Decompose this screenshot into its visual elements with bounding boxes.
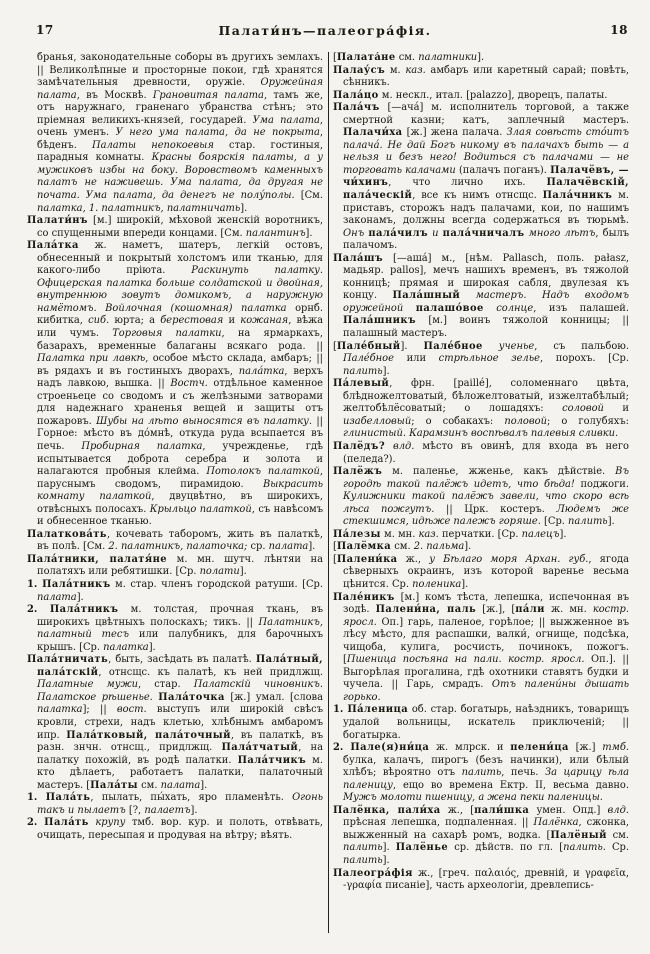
text-run: м. xyxy=(385,64,406,76)
text-run: , тамъ же, отъ наружнаго, граненаго убранства стѣнъ; это пріемная великихъ-князей, государей. xyxy=(37,89,323,126)
text-run: Огонь такъ и пылаетъ xyxy=(37,792,323,816)
text-run: , печь. xyxy=(501,767,545,779)
text-run: [См. xyxy=(294,190,323,202)
dictionary-entry xyxy=(333,102,629,253)
text-run: у Бѣлаго моря Архан. губ. xyxy=(429,553,589,565)
text-run: ]. xyxy=(382,365,390,377)
headword-text: Палёжъ xyxy=(333,466,383,478)
text-run: ]. xyxy=(607,516,615,528)
text-run: м. мн. xyxy=(380,528,419,540)
text-run: каз. xyxy=(405,64,426,76)
text-run: ж. мн. xyxy=(544,604,593,616)
text-run: прѣсная лепешка, подпаленная. || xyxy=(343,817,534,829)
text-run xyxy=(484,303,497,314)
text-run: ж. наметъ, шатеръ, легкій остовъ, обнесенный и покрытый холстомъ или тканью, для какого-либо пріюта. xyxy=(37,240,323,277)
text-run: Палатка при лавкѣ xyxy=(37,353,146,365)
headword-text: Пала́тка xyxy=(27,240,79,252)
text-run: Ума палата xyxy=(252,114,320,126)
left-column xyxy=(27,52,323,942)
text-run: ]. xyxy=(461,578,469,590)
running-title: Палати́нъ—палеогра́фія. xyxy=(218,23,432,38)
text-run: , особое мѣсто склада, амбаръ; || въ рядахъ и въ гостиныхъ дворахъ, xyxy=(37,353,323,377)
text-run: влд. xyxy=(392,440,415,452)
headword-text: Пале́никъ xyxy=(333,591,395,603)
dictionary-entry xyxy=(333,441,629,466)
text-run: ]. xyxy=(464,541,472,553)
dictionary-entry xyxy=(333,529,629,542)
headword-text: Пала́шный xyxy=(392,290,461,302)
headword-text: Пале́бное xyxy=(423,340,483,352)
dictionary-entry xyxy=(27,792,323,817)
headword-text: пала́чилъ xyxy=(368,227,429,239)
dictionary-entry xyxy=(27,52,323,215)
text-run: ]. xyxy=(239,566,247,578)
dictionary-entry xyxy=(333,378,629,441)
text-run: м. кто дѣлаетъ, работаетъ палатки, палаточный мастеръ. [ xyxy=(37,754,323,791)
headword-text: Палёнье xyxy=(395,842,449,854)
text-run: Оп.] гарь, паленое, горѣлое; || выжженное въ лѣсу мѣсто, для распашки, валки́, огнище, подсѣка, чищоба, кулига, росчисть, починокъ, пожогъ. [ xyxy=(343,616,629,666)
dictionary-entry xyxy=(333,592,629,705)
text-run: много лѣтъ xyxy=(524,227,596,239)
text-run: тмб. xyxy=(602,742,629,754)
dictionary-entry xyxy=(333,742,629,805)
dictionary-entry xyxy=(333,704,629,742)
text-run: ]; || xyxy=(82,704,117,716)
text-run: Палатникъ, палатный тесъ xyxy=(37,616,323,641)
headword-text: Палени́на, паль xyxy=(375,604,477,616)
text-run: выступъ или широкій свѣсъ кровли, стрехи, надъ клетью, хлѣбнымъ амбаромъ ипр. xyxy=(37,704,323,741)
headword-text: Пала́тный, пала́тскій xyxy=(37,654,323,678)
right-column xyxy=(333,52,629,942)
text-run: ]. xyxy=(382,842,396,854)
text-run: орнб. кибитка, xyxy=(37,302,323,327)
headword-text: Палати́нъ xyxy=(27,215,88,227)
headword-text: Пала́тчикъ xyxy=(237,754,307,766)
text-run: || Горное: мѣсто въ до́мнѣ, откуда руда всыпается въ печь. xyxy=(37,415,323,452)
text-run: [ xyxy=(333,553,337,565)
text-run: Красны боярскія палаты, а у мужиковъ избы на боку. Воровствомъ каменныхъ палатъ не наживешь. Ума палата, да другая не почата. Ума палата, да денегъ не полу́полы. xyxy=(37,152,323,202)
text-run: Оружейная палата xyxy=(37,77,323,101)
text-run: амбаръ или каретный сарай; повѣть, сѣнникъ. xyxy=(343,64,629,89)
text-run: [м.] широкій, мѣховой женскій воротникъ, со спущенными впереди концами. [См. xyxy=(37,215,323,239)
text-run xyxy=(403,303,416,314)
text-run: ]. xyxy=(148,641,156,653)
text-run: , учрежденье, гдѣ испытывается доброта серебра и золота и налагаются пробныя клейма. xyxy=(37,440,323,478)
text-run: ]. xyxy=(305,227,313,239)
text-run: кожаная xyxy=(240,315,289,327)
headword-text: Пала́ты xyxy=(90,779,138,791)
text-run: [ xyxy=(333,541,337,553)
text-run: ]. xyxy=(382,855,390,866)
headword-text: Пала́чъ xyxy=(333,102,380,114)
dictionary-entry xyxy=(333,554,629,592)
text-run: ]. xyxy=(240,202,248,214)
text-run: , ягода сѣверныхъ окраинъ, изъ которой варенье весьма цѣнится. Ср. xyxy=(343,553,629,590)
text-run: Крыльцо палаткой xyxy=(149,503,252,515)
text-run: палата xyxy=(160,779,201,791)
text-run: половой xyxy=(504,415,547,427)
headword-text: па́ли xyxy=(515,604,545,616)
text-run: [ж.] жена палача. xyxy=(402,127,507,139)
headword-text: Пала́тникъ xyxy=(49,604,119,616)
text-run: булка, калачъ, пирогъ (безъ начинки), или бѣлый хлѣбъ; вѣроятно отъ xyxy=(343,754,629,779)
text-run: умен. Опд.] xyxy=(529,804,608,816)
text-run: , въ палаткѣ, въ разн. знчн. отнсщ., придлжщ. xyxy=(37,729,323,754)
text-run: [Ср. xyxy=(540,516,569,528)
page-header xyxy=(0,23,650,39)
text-run: [—аша́] м., [нѣм. Pallasch, поль. pałasz, мадьяр. pallos], мечъ нашихъ временъ, въ тяжолой конницѣ; прямая и широкая сабля, двулезая къ концу. xyxy=(343,252,629,302)
text-run: , все къ нимъ отнсщс. xyxy=(412,190,543,202)
text-run: Злая совѣсть сто́итъ палача́. Не дай Богъ никому въ палачахъ быть — а нельзя и безъ него! Водиться съ палачами — не торговать калачами xyxy=(343,127,629,176)
dictionary-entry xyxy=(333,253,629,341)
text-run: , съ навѣсомъ и обнесенное тканью. xyxy=(37,503,323,528)
headword-text: Пала́шникъ xyxy=(343,315,417,327)
text-run: мѣсто въ овинѣ, для входа въ него (пеледа?). xyxy=(343,440,629,465)
text-run: [ж.] xyxy=(568,742,603,754)
dictionary-entry xyxy=(333,466,629,529)
text-run: , паруснымъ сводомъ, пирамидою. xyxy=(37,466,323,490)
text-run: полати xyxy=(199,566,240,578)
headword-text: Палачёвскій, пала́ческій xyxy=(343,177,629,202)
text-run: стрѣльное зелье xyxy=(438,353,540,365)
text-run: см. xyxy=(606,829,629,841)
text-run: 2. xyxy=(27,817,45,829)
text-run: , фрн. [paillé], соломеннаго цвѣта, блѣдножелтоватый, бѣложелтоватый, изжелтабѣлый; желтобѣлёсоватый; о лошадяхъ: xyxy=(343,378,629,415)
headword-text: Палеогра́фія xyxy=(333,867,413,879)
text-run: , ещо во времена Ектр. II, весьма давно. xyxy=(392,779,629,791)
headword-text: Пала́точка xyxy=(158,691,225,703)
headword-text: Пала́тчатый xyxy=(221,742,299,754)
dictionary-entry xyxy=(333,65,629,90)
text-run: 2. xyxy=(333,742,351,754)
text-run: Мужъ молоти пшеницу, а жена пеки паленицы. xyxy=(343,792,603,804)
dictionary-entry xyxy=(27,817,323,842)
text-run: ]. xyxy=(200,779,208,791)
headword-text: пелени́ца xyxy=(510,742,569,754)
text-run: Шубы на лѣто выносятся въ палатку. xyxy=(96,415,313,427)
text-run: , отнсщс. къ палатѣ, къ ней придлжщ. xyxy=(98,666,323,678)
headword-text: пала́чничалъ xyxy=(442,227,525,239)
text-run: палить xyxy=(343,855,383,866)
headword-text: Пала́цо xyxy=(333,89,379,101)
text-run: и xyxy=(603,403,629,415)
text-run: 1. xyxy=(27,578,43,590)
text-run: ж. млрск. и xyxy=(429,742,511,754)
text-run: (палачъ поганъ). xyxy=(455,164,551,176)
text-run: влд. xyxy=(607,804,629,816)
text-run: солнце xyxy=(496,302,534,314)
text-block xyxy=(27,52,629,942)
text-run: , верхъ надъ лавкою, вышка. || xyxy=(37,365,323,390)
text-run: мастеръ. Надъ входомъ оружейной xyxy=(343,290,629,314)
text-run: Пшеница посѣяна на пали. костр. яросл. xyxy=(346,654,585,666)
headword-text: Па́лезы xyxy=(333,528,381,540)
dictionary-entry xyxy=(333,52,629,65)
text-run: , изъ палашей. xyxy=(533,302,629,314)
headword-text: Палау́съ xyxy=(333,64,386,76)
text-run: палить xyxy=(343,842,383,854)
text-run: , очень уменъ. xyxy=(37,114,323,139)
dictionary-entry xyxy=(27,604,323,654)
text-run: [ xyxy=(333,340,337,352)
text-run: [?, xyxy=(125,804,145,816)
dictionary-entry xyxy=(333,868,629,893)
text-run: , порохъ. [Ср. xyxy=(539,353,629,365)
text-run: тмб. вор. кур. и полоть, отвѣвать, очищать, пересыпая и продувая на вѣтру; вѣять. xyxy=(37,817,323,841)
text-run: ]. xyxy=(559,528,567,540)
dictionary-entry xyxy=(27,654,323,792)
text-run: 1. xyxy=(27,792,46,804)
text-run: Выкрасить комнату палаткой xyxy=(37,478,323,503)
text-run xyxy=(385,441,393,452)
text-run: ; о голубяхъ: xyxy=(546,415,629,427)
column-divider-rule xyxy=(328,52,329,933)
text-run: соловой xyxy=(562,403,604,415)
text-run: [—ача́] м. исполнитель торговой, а также смертной казни; катъ, заплечный мастеръ. xyxy=(343,102,629,126)
text-run: бранья, законодательные соборы въ другихъ землахъ. || Великолѣпные и просторные покои, гдѣ хранятся замѣчательныя древности, оружіе. xyxy=(37,52,323,89)
text-run: костр. яросл. xyxy=(343,604,629,628)
headword-text: Палачёвъ, —чи́хинъ xyxy=(343,164,629,189)
text-run: палить xyxy=(563,842,603,854)
text-run: 2. пальма xyxy=(413,541,465,553)
text-run: каз. xyxy=(418,528,439,540)
headword-text: Пале́бный xyxy=(336,340,401,352)
text-run: палатники xyxy=(418,52,478,63)
text-run: ученье xyxy=(498,340,535,352)
text-run: , что лично ихъ. xyxy=(388,177,547,189)
text-run: , кочевать таборомъ, жить въ палаткѣ, въ полѣ. [См. xyxy=(37,528,323,553)
text-run: палатка xyxy=(37,704,83,716)
headword-text: Палени́ка xyxy=(336,553,398,565)
dictionary-entry xyxy=(333,541,629,554)
text-run: палатка, 1. палатникъ, палатничать xyxy=(37,202,241,214)
page-number-left: 17 xyxy=(36,23,54,37)
text-run: см. xyxy=(391,541,414,553)
text-run: перчатки. [Ср. xyxy=(438,528,522,540)
page-number-right: 18 xyxy=(610,23,628,37)
text-run: ж., xyxy=(397,553,430,565)
headword-text: Пала́ть xyxy=(45,792,91,804)
text-run: отдѣльное каменное строеньеце со сводомъ и съ желѣзными затворами для надежнаго храненья вещей и защиты отъ пожаровъ. xyxy=(37,378,323,427)
text-run: , стар. xyxy=(138,679,194,691)
text-run: ]. xyxy=(308,541,316,553)
text-run: палатка xyxy=(103,641,149,653)
text-run: Грановитая палата xyxy=(152,89,264,101)
text-run: берестовая xyxy=(160,315,224,327)
text-run: Отъ палени́ны дышать горько. xyxy=(343,679,629,703)
text-run: Въ городѣ такой палёжъ идетъ, что бѣда! xyxy=(343,466,629,490)
headword-text: Па́левый xyxy=(333,378,390,390)
text-run: [м.] воинъ тяжолой конницы; || палашный мастеръ. xyxy=(343,315,629,340)
text-run: ; о собакахъ: xyxy=(411,415,505,427)
text-run: палецъ xyxy=(521,528,560,540)
text-run: 1. xyxy=(333,704,348,716)
text-run: Карамзинъ воспѣвалъ палевыя сливки. xyxy=(409,428,619,440)
text-run: палить xyxy=(343,365,383,377)
text-run: ср. дѣйств. по гл. [ xyxy=(448,842,564,854)
headword-text: Па́леница xyxy=(347,704,409,716)
headword-text: Пале(я)ни́ца xyxy=(350,742,430,754)
dictionary-entry xyxy=(333,805,629,868)
text-run: , на палатку похожій, въ родѣ палатки. xyxy=(37,742,323,766)
text-run: палата xyxy=(268,541,309,553)
text-run: ]. xyxy=(76,591,84,603)
text-run: или палубникъ, для барочныхъ крышъ. [Ср. xyxy=(37,629,323,653)
text-run: поджоги. xyxy=(574,478,629,490)
text-run: и xyxy=(428,227,443,239)
text-run: или xyxy=(393,353,439,365)
text-run: ]. xyxy=(190,804,198,816)
headword-text: Палаткова́ть xyxy=(27,528,107,540)
text-run: палата xyxy=(37,591,77,603)
text-run: юрта; а xyxy=(109,315,161,327)
text-run: м. мн. шутч. лѣнтяи на полатяхъ или ребятишки. [Ср. xyxy=(37,553,323,578)
text-run: , двуцвѣтно, въ широкихъ, отвѣсныхъ полосахъ. xyxy=(37,491,323,515)
text-run: сиб. xyxy=(88,315,110,327)
text-run: м. нескл., итал. [palazzo], дворецъ, палаты. xyxy=(378,89,608,101)
text-run: см. xyxy=(395,52,419,63)
text-run: , вѣжа или чумъ. xyxy=(37,315,323,340)
text-run: крупу xyxy=(95,817,126,829)
headword-text: Пала́тники, палатя́не xyxy=(27,553,168,565)
text-run: вост. xyxy=(116,704,147,716)
text-run: У него ума палата, да не покрыта xyxy=(115,127,320,139)
text-run: . Ср. xyxy=(602,842,629,854)
text-run: . xyxy=(402,428,410,440)
headword-text: Палата́не xyxy=(336,52,396,63)
text-run: Пале́бное xyxy=(343,353,394,365)
text-run: , въ Москвѣ. xyxy=(76,89,153,101)
text-run: пала́тка xyxy=(238,365,285,377)
dictionary-entry xyxy=(27,215,323,240)
text-run: Кулижники такой палёжъ завели, что скоро всѣ лѣса пожгутъ. xyxy=(343,491,629,515)
text-run: палаетъ xyxy=(144,804,191,816)
text-run: 2. палатникъ, палаточка; xyxy=(108,541,248,553)
text-run: м. паленье, жженье, какъ дѣйствіе. xyxy=(382,466,616,478)
text-run: Оп.]. || Выгорѣлая прогалина, гдѣ охотники ставятъ будки и чучела. || Гарь, смрадъ. xyxy=(343,654,629,691)
text-run: стар. гостиныя, парадныя комнаты. xyxy=(37,139,323,164)
text-run: Раскинуть палатку. Офицерская палатка больше солдатской и двойная, внутреннюю зовутъ домикомъ, а наружную намётомъ. Войлочная (кошомная) палатка xyxy=(37,265,323,314)
text-run: поленика xyxy=(412,578,462,590)
headword-text: Палёмка xyxy=(336,541,392,553)
text-run: , сжонка, выжженный на сахарѣ ромъ, водка. [ xyxy=(343,817,629,841)
text-run: Онъ xyxy=(343,227,369,239)
headword-text: Пала́ть xyxy=(44,817,89,829)
headword-text: Пала́тникъ xyxy=(42,578,111,590)
text-run: Палатные мужи xyxy=(37,679,139,691)
headword-text: Пала́тничать xyxy=(27,654,109,666)
text-run: Потолокъ палаткой xyxy=(206,466,320,478)
text-run: м. приставъ, сторожъ надъ палачами, кои, по нашимъ законамъ, должны всегда содержаться въ тюрьмѣ. xyxy=(343,190,629,227)
text-run: , пылать, пы́хать, яро пламенѣть. xyxy=(90,792,293,804)
headword-text: Пала́шъ xyxy=(333,252,383,264)
text-run: ж., [ xyxy=(440,804,475,816)
text-run: Пробирная палатка xyxy=(81,440,203,452)
headword-text: Пала́чникъ xyxy=(542,190,613,202)
text-run: Палатскій чиновникъ. Палатское рѣшенье. xyxy=(37,679,323,703)
text-run xyxy=(460,290,475,301)
text-run: ]. xyxy=(477,52,485,63)
text-run: [ж.], [ xyxy=(476,604,516,616)
text-run: , быть, засѣдать въ палатѣ. xyxy=(108,654,256,666)
text-run: ж., [греч. παλαιός, древній, и γραφεῖα, -γραφία писаніе], часть археологіи, древлепись- xyxy=(343,867,629,892)
text-run: ]. xyxy=(400,340,424,352)
headword-text: Пала́тковый, пала́точный xyxy=(66,729,231,741)
text-run: ср. xyxy=(247,541,269,553)
text-run: || Црк. костеръ. xyxy=(434,503,557,515)
text-run: , былъ палачомъ. xyxy=(343,227,629,252)
dictionary-entry xyxy=(27,554,323,579)
text-run: , на ярмаркахъ, базарахъ, временные балаганы всякаго рода. || xyxy=(37,328,323,352)
dictionary-entry xyxy=(27,240,323,529)
text-run: [м.] комъ тѣста, лепешка, испечонная въ зодѣ. xyxy=(343,591,629,616)
text-run: палить xyxy=(461,767,502,779)
dictionary-entry xyxy=(27,579,323,604)
text-run: об. стар. богатырь, наѣздникъ, товарищъ удалой вольницы, искатель приключеній; || богатырка. xyxy=(343,704,629,741)
dictionary-entry xyxy=(333,341,629,379)
text-run xyxy=(483,341,499,352)
text-run: , съ пальбою. xyxy=(534,340,629,352)
text-run: палантинъ xyxy=(245,227,306,239)
text-run: Палаты непокоевыя xyxy=(91,139,214,151)
dictionary-entry xyxy=(27,529,323,554)
headword-text: пали́шка xyxy=(474,804,530,816)
headword-text: Палёный xyxy=(550,829,607,841)
text-run: [ xyxy=(333,52,337,63)
headword-text: Палачи́ха xyxy=(343,127,403,139)
text-run: см. xyxy=(137,779,161,791)
text-run: изабелловый xyxy=(343,415,412,427)
headword-text: Палёнка, пали́ха xyxy=(333,804,441,816)
headword-text: палашо́вое xyxy=(415,302,484,314)
text-run: глинистый xyxy=(343,428,403,440)
text-run: Палёнка xyxy=(533,817,579,829)
text-run: , бѣденъ. xyxy=(37,127,323,151)
text-run: м. стар. членъ городской ратуши. [Ср. xyxy=(110,578,323,590)
text-run: м. толстая, прочная ткань, въ широкихъ цвѣтныхъ полоскахъ; тикъ. || xyxy=(37,604,323,628)
text-run: палить xyxy=(568,516,608,528)
text-run: 2. xyxy=(27,604,50,616)
text-run: Востч. xyxy=(170,378,208,390)
text-run: [ж.] умал. [слова xyxy=(224,691,323,703)
text-run: Торговыя палатки xyxy=(112,328,222,340)
dictionary-entry xyxy=(333,90,629,103)
headword-text: Палёдъ? xyxy=(333,440,386,452)
text-run: и xyxy=(223,315,241,327)
text-run: Людемъ же стекшимся, идѣже палежъ горяше. xyxy=(343,503,629,528)
text-run: За царицу ѣла паленицу xyxy=(343,767,629,791)
